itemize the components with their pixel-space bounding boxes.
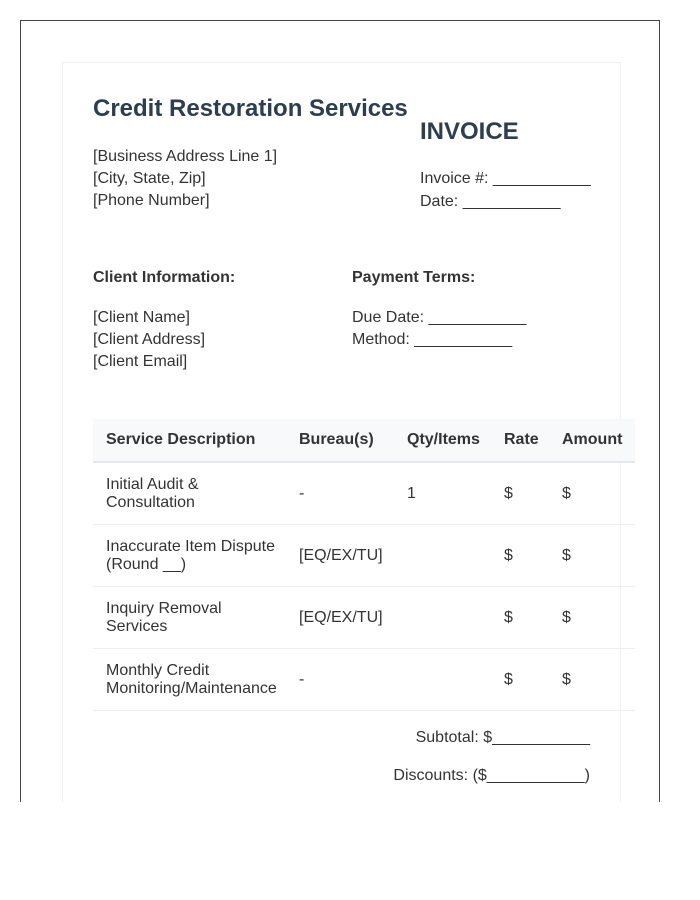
client-info-heading: Client Information: [93, 269, 236, 286]
cell-rate: $ [491, 649, 549, 711]
header-qty-items: Qty/Items [394, 419, 491, 462]
client-name: [Client Name] [93, 309, 190, 326]
payment-terms-info [352, 307, 526, 351]
subtotal-field: Subtotal: $___________ [415, 729, 590, 746]
client-address: [Client Address] [93, 331, 206, 348]
cell-qty [394, 525, 491, 587]
cell-amount: $ [549, 462, 635, 525]
description-line: Initial Audit & [106, 475, 199, 493]
cell-qty [394, 649, 491, 711]
business-name: Credit Restoration Services [93, 95, 408, 122]
cell-bureau: [EQ/EX/TU] [287, 587, 394, 649]
cell-bureau: [EQ/EX/TU] [287, 525, 394, 587]
document-frame [20, 20, 660, 802]
invoice-page [62, 62, 621, 802]
header-service-description: Service Description [93, 419, 287, 462]
client-email: [Client Email] [93, 353, 188, 370]
cell-rate: $ [491, 587, 549, 649]
cell-bureau: - [287, 649, 394, 711]
address-city-state-zip: [City, State, Zip] [93, 170, 206, 187]
cell-amount: $ [549, 649, 635, 711]
table-row [93, 649, 635, 711]
description-line: Consultation [106, 493, 195, 511]
discounts-field: Discounts: ($___________) [393, 767, 590, 784]
description-line: (Round __) [106, 555, 187, 573]
client-info [93, 307, 205, 373]
invoice-number-field: Invoice #: ___________ [420, 170, 591, 187]
invoice-title: INVOICE [420, 118, 519, 145]
cell-description [93, 587, 287, 649]
business-address [93, 146, 277, 212]
description-line: Monthly Credit [106, 661, 210, 679]
description-line: Services [106, 617, 168, 635]
cell-qty: 1 [394, 462, 491, 525]
cell-rate: $ [491, 525, 549, 587]
services-table [93, 419, 635, 711]
description-line: Inquiry Removal [106, 599, 222, 617]
table-header-row [93, 419, 635, 462]
cell-amount: $ [549, 587, 635, 649]
description-line: Inaccurate Item Dispute [106, 537, 275, 555]
header-rate: Rate [491, 419, 549, 462]
header-amount: Amount [549, 419, 635, 462]
address-phone: [Phone Number] [93, 192, 210, 209]
cell-description [93, 649, 287, 711]
cell-amount: $ [549, 525, 635, 587]
cell-rate: $ [491, 462, 549, 525]
due-date-field: Due Date: ___________ [352, 309, 527, 326]
invoice-meta [420, 167, 591, 213]
description-line: Monitoring/Maintenance [106, 679, 277, 697]
header-bureaus: Bureau(s) [287, 419, 394, 462]
cell-description [93, 462, 287, 525]
table-row [93, 587, 635, 649]
cell-description [93, 525, 287, 587]
invoice-date-field: Date: ___________ [420, 193, 561, 210]
address-line-1: [Business Address Line 1] [93, 148, 278, 165]
payment-method-field: Method: ___________ [352, 331, 513, 348]
payment-terms-heading: Payment Terms: [352, 269, 476, 286]
cell-bureau: - [287, 462, 394, 525]
table-row [93, 462, 635, 525]
table-row [93, 525, 635, 587]
cell-qty [394, 587, 491, 649]
